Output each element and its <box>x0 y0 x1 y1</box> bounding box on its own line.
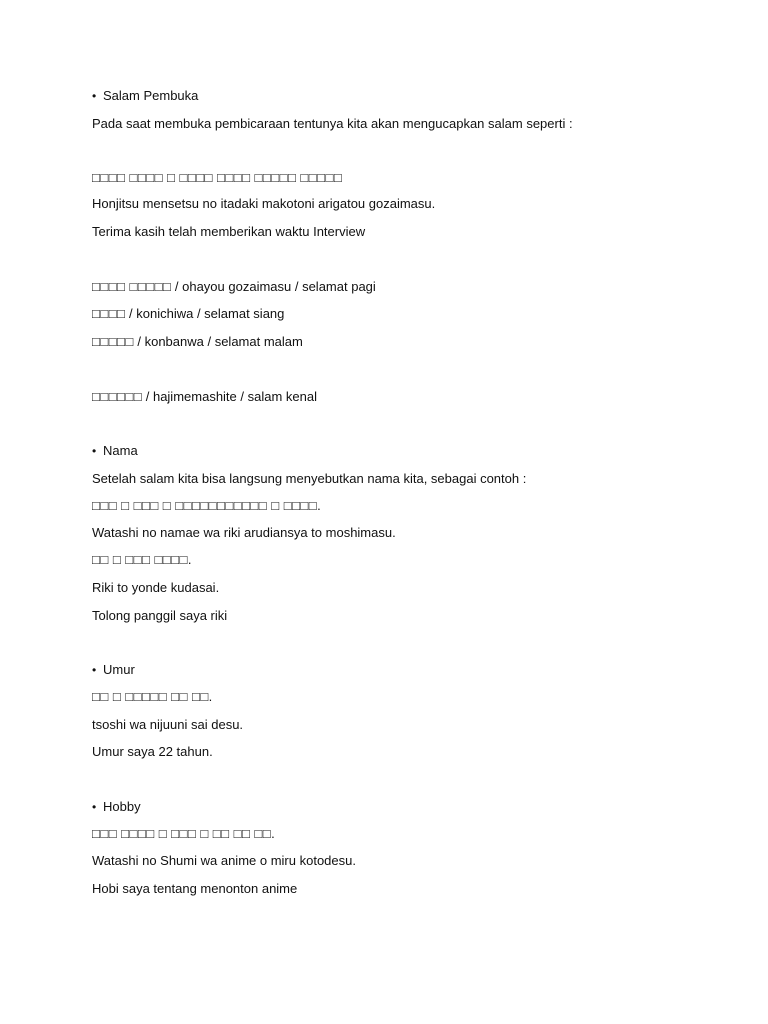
greeting-japanese: □□□□ □□□□□ <box>92 279 172 294</box>
hobby-romaji: Watashi no Shumi wa anime o miru kotodesu. <box>92 853 356 868</box>
bullet: • <box>92 444 97 458</box>
greeting-meaning: / konichiwa / selamat siang <box>125 306 285 321</box>
heading-text: Umur <box>103 662 135 677</box>
umur-romaji: tsoshi wa nijuuni sai desu. <box>92 717 244 732</box>
salam-translation: Terima kasih telah memberikan waktu Interview <box>92 224 366 239</box>
greeting-kenal <box>92 389 317 405</box>
greeting-malam <box>92 334 303 350</box>
greeting-siang <box>92 306 284 322</box>
bullet: • <box>92 89 97 103</box>
greeting-meaning: / konbanwa / selamat malam <box>133 334 303 349</box>
bullet: • <box>92 800 97 814</box>
greeting-pagi <box>92 279 376 295</box>
salam-intro: Pada saat membuka pembicaraan tentunya kita akan mengucapkan salam seperti : <box>92 116 573 131</box>
heading-text: Salam Pembuka <box>103 88 199 103</box>
section-heading-umur <box>92 662 135 678</box>
umur-japanese-line: □□ □ □□□□□ □□ □□. <box>92 689 213 704</box>
hobby-translation: Hobi saya tentang menonton anime <box>92 881 298 896</box>
section-heading-hobby <box>92 799 141 815</box>
salam-japanese-line: □□□□ □□□□ □ □□□□ □□□□ □□□□□ □□□□□ <box>92 170 343 185</box>
hobby-japanese-line: □□□ □□□□ □ □□□ □ □□ □□ □□. <box>92 826 276 841</box>
nama-japanese-line-2: □□ □ □□□ □□□□. <box>92 552 192 567</box>
greeting-japanese: □□□□□ <box>92 334 134 349</box>
greeting-japanese: □□□□□□ <box>92 389 143 404</box>
nama-romaji-1: Watashi no namae wa riki arudiansya to moshimasu. <box>92 525 396 540</box>
nama-intro: Setelah salam kita bisa langsung menyebutkan nama kita, sebagai contoh : <box>92 471 527 486</box>
greeting-meaning: / ohayou gozaimasu / selamat pagi <box>171 279 376 294</box>
greeting-meaning: / hajimemashite / salam kenal <box>142 389 317 404</box>
nama-translation: Tolong panggil saya riki <box>92 608 228 623</box>
greeting-japanese: □□□□ <box>92 306 126 321</box>
section-heading-nama <box>92 443 138 459</box>
bullet: • <box>92 663 97 677</box>
salam-romaji: Honjitsu mensetsu no itadaki makotoni arigatou gozaimasu. <box>92 196 436 211</box>
umur-translation: Umur saya 22 tahun. <box>92 744 213 759</box>
nama-japanese-line-1: □□□ □ □□□ □ □□□□□□□□□□□ □ □□□□. <box>92 498 322 513</box>
heading-text: Nama <box>103 443 138 458</box>
heading-text: Hobby <box>103 799 141 814</box>
section-heading-salam <box>92 88 198 104</box>
nama-romaji-2: Riki to yonde kudasai. <box>92 580 220 595</box>
